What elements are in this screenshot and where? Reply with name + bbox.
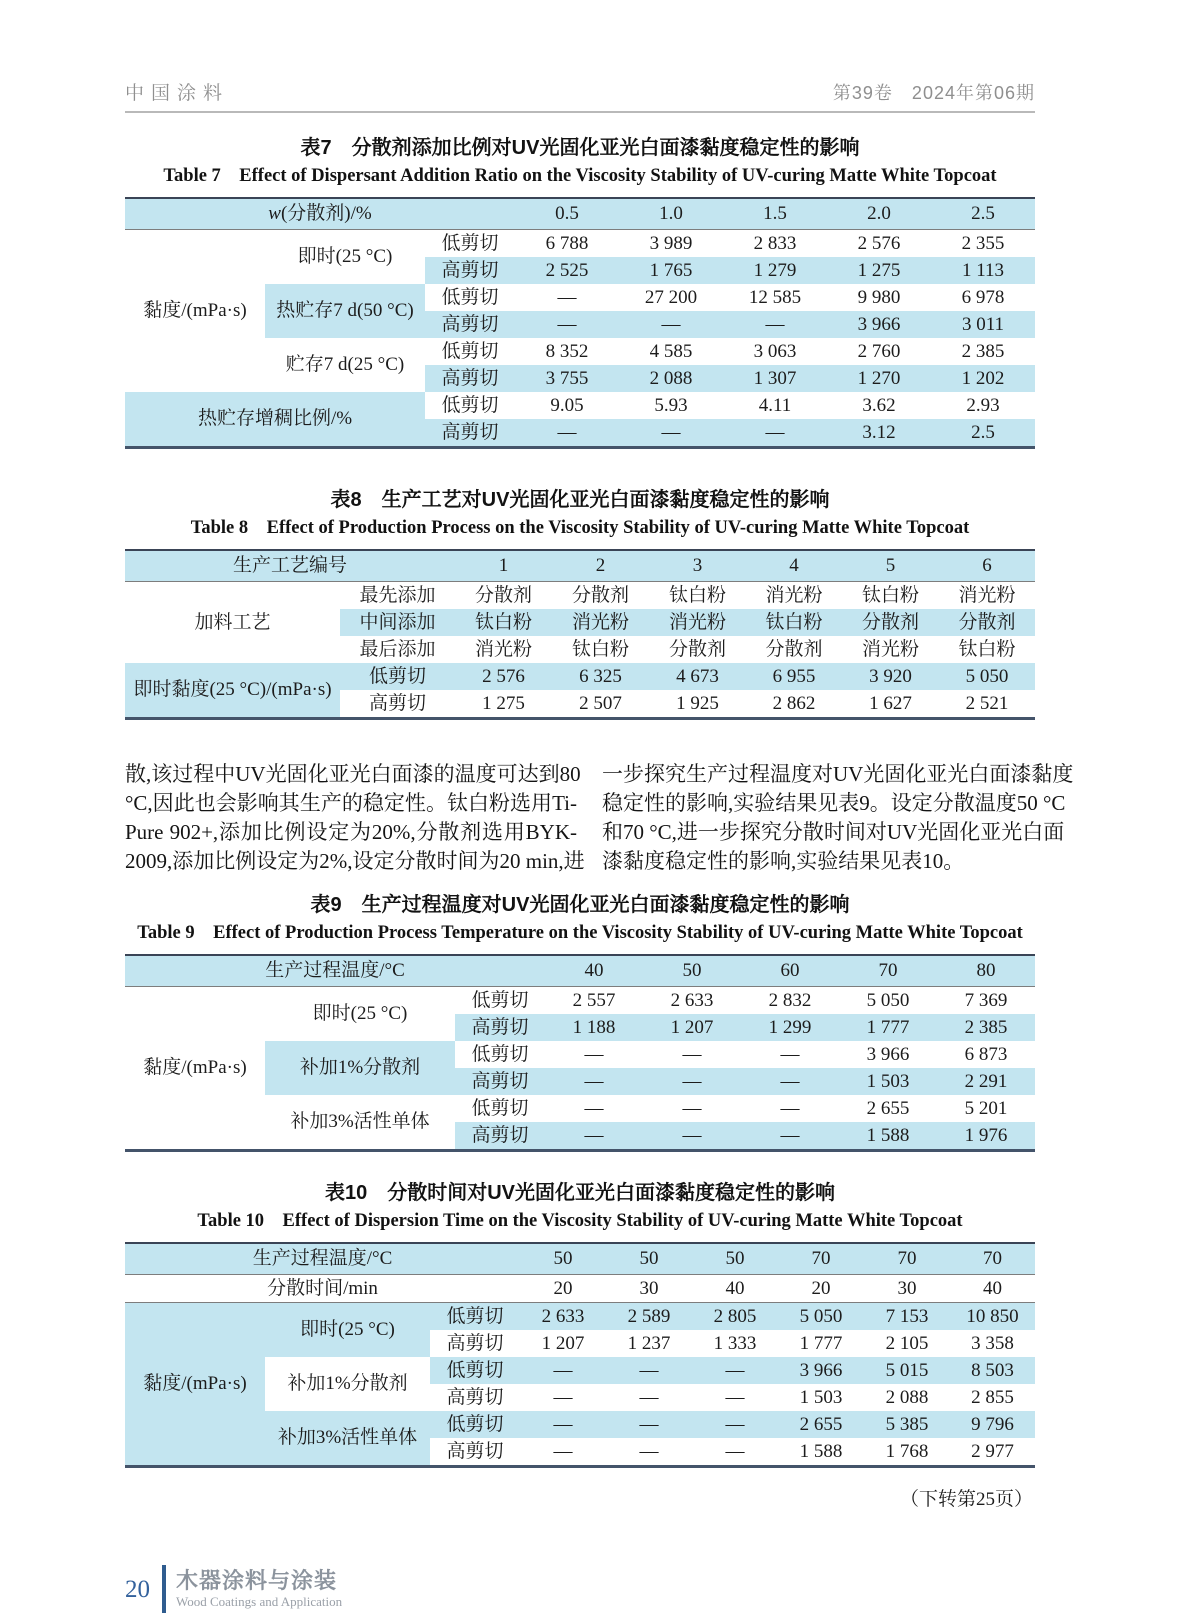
table-cell: 黏度/(mPa·s)	[143, 1057, 247, 1079]
table-cell: 10 850	[950, 1303, 1035, 1331]
table-cell: —	[692, 1411, 778, 1438]
table-cell: 2.5	[931, 419, 1035, 448]
table-cell: 1 275	[827, 257, 931, 284]
table-cell: —	[692, 1357, 778, 1384]
table-cell: —	[557, 286, 577, 308]
table-cell: 加料工艺	[194, 611, 271, 633]
table8-title-en: Table 8 Effect of Production Process on the Viscosity Stability of UV-curing Matte White Topcoat	[190, 518, 970, 538]
table-cell: 低剪切	[441, 340, 499, 362]
table-cell: —	[682, 1043, 702, 1065]
table-cell: 1 275	[482, 692, 525, 714]
table-cell: —	[619, 419, 723, 448]
table-cell: —	[723, 311, 827, 338]
table-cell: 中间添加	[340, 609, 455, 636]
table-cell: 1 307	[723, 365, 827, 392]
table-cell: —	[545, 1122, 643, 1151]
table-cell: 30	[864, 1275, 950, 1303]
table10-title-en: Table 10 Effect of Dispersion Time on the Viscosity Stability of UV-curing Matte White Topcoat	[197, 1211, 963, 1231]
table-cell: 即时黏度(25 °C)/(mPa·s)	[125, 663, 340, 719]
table-cell: —	[515, 311, 619, 338]
table7	[125, 197, 1035, 449]
table-cell: 2 655	[778, 1411, 864, 1438]
table-cell: 80	[937, 955, 1035, 987]
table-cell: 分散剂	[475, 584, 533, 606]
paragraph-line: 一步探究生产过程温度对UV光固化亚光白面漆黏度	[602, 762, 1074, 786]
table-cell: 30	[606, 1275, 692, 1303]
table-cell: 40	[950, 1275, 1035, 1303]
table-cell: 消光粉	[552, 609, 649, 636]
table10-title-zh: 表10 分散时间对UV光固化亚光白面漆黏度稳定性的影响	[324, 1182, 836, 1204]
table-cell: 2 633	[520, 1303, 606, 1331]
table-cell: 1 333	[713, 1332, 757, 1354]
table-cell: 高剪切	[425, 365, 515, 392]
table-row	[125, 582, 1035, 610]
table-cell: 2 507	[579, 692, 622, 714]
table-cell: —	[606, 1411, 692, 1438]
table-cell: 低剪切	[430, 1303, 520, 1331]
table-cell: 4.11	[758, 394, 792, 416]
table-cell: —	[545, 1068, 643, 1095]
table-cell: 钛白粉	[862, 584, 920, 606]
footer-divider-bar	[162, 1565, 166, 1613]
table-cell: 6 978	[961, 286, 1005, 308]
table-cell: 2 385	[961, 340, 1005, 362]
table-cell: 低剪切	[430, 1357, 520, 1384]
table10	[125, 1242, 1035, 1468]
table-cell: 1 237	[627, 1332, 671, 1354]
table-cell: 4 585	[649, 340, 693, 362]
table-cell: 钛白粉	[958, 638, 1016, 660]
table-cell: —	[741, 1122, 839, 1151]
table-cell: 50	[643, 955, 741, 987]
table-cell: 钛白粉	[572, 638, 630, 660]
volume-issue: 第39卷 2024年第06期	[832, 83, 1035, 103]
paragraph-line: °C,因此也会影响其生产的稳定性。钛白粉选用Ti-	[125, 791, 577, 815]
table-cell: 2 805	[692, 1303, 778, 1331]
table-cell: 3 989	[649, 232, 693, 254]
table-cell: 6 873	[964, 1043, 1008, 1065]
table-cell: —	[515, 419, 619, 448]
table-cell: 50	[692, 1243, 778, 1275]
table-cell: 高剪切	[455, 1122, 545, 1151]
table-cell: 2 832	[768, 989, 812, 1011]
table-cell: —	[643, 1068, 741, 1095]
table-cell: 高剪切	[455, 1068, 545, 1095]
table-cell: 生产过程温度/°C	[125, 955, 545, 987]
table-cell: —	[725, 1440, 745, 1462]
table-cell: 2 833	[753, 232, 797, 254]
table-cell: 6	[939, 550, 1035, 582]
table-cell: 2.5	[931, 198, 1035, 230]
table-cell: 4	[746, 550, 842, 582]
table-cell: 1 207	[643, 1014, 741, 1041]
footer-journal-en: Wood Coatings and Application	[176, 1594, 343, 1609]
table-cell: 1 188	[545, 1014, 643, 1041]
table-cell: 1.5	[723, 198, 827, 230]
table-cell: 热贮存增稠比例/%	[125, 392, 425, 448]
table-cell: 消光粉	[958, 584, 1016, 606]
table-cell: 2 105	[885, 1332, 929, 1354]
table-cell: 5 050	[866, 989, 910, 1011]
table-cell: —	[639, 1440, 659, 1462]
table-cell: 分散剂	[572, 584, 630, 606]
table-cell: 1 627	[869, 692, 912, 714]
table-cell: 2 977	[971, 1440, 1014, 1462]
table-cell: —	[553, 1440, 573, 1462]
table-cell: 40	[692, 1275, 778, 1303]
table-cell: 2 589	[606, 1303, 692, 1331]
table-cell: —	[682, 1097, 702, 1119]
table-cell: 8 352	[545, 340, 589, 362]
table-cell: 2 760	[857, 340, 901, 362]
table-cell: 3 966	[866, 1043, 910, 1065]
journal-name: 中国涂料	[125, 83, 230, 104]
table-cell: —	[643, 1122, 741, 1151]
table-cell: 即时(25 °C)	[312, 1003, 408, 1025]
table-cell: 2 633	[670, 989, 714, 1011]
table-cell: 7 153	[864, 1303, 950, 1331]
table-cell: 6 955	[746, 663, 842, 690]
table-cell: 低剪切	[471, 1043, 529, 1065]
table-cell: 70	[950, 1243, 1035, 1275]
table-cell: 5	[842, 550, 939, 582]
table-cell: —	[584, 1097, 604, 1119]
page-header	[125, 78, 1035, 113]
paragraph-line: 2009,添加比例设定为2%,设定分散时间为20 min,进	[125, 849, 585, 873]
table7-title-en: Table 7 Effect of Dispersant Addition Ratio on the Viscosity Stability of UV-curing Matte White Topcoat	[163, 166, 997, 186]
table-cell: 3 920	[842, 663, 939, 690]
table8-title-zh: 表8 生产工艺对UV光固化亚光白面漆黏度稳定性的影响	[330, 489, 830, 511]
table-cell: 5 015	[864, 1357, 950, 1384]
table-row	[125, 550, 1035, 582]
table-cell: 2 291	[937, 1068, 1035, 1095]
table-row	[125, 198, 1035, 230]
table-cell: 1 113	[931, 257, 1035, 284]
table-cell: 6 325	[552, 663, 649, 690]
page-footer	[125, 1565, 1035, 1613]
footer-journal-names	[176, 1568, 342, 1610]
table-cell: 钛白粉	[455, 609, 552, 636]
table-cell: 2 088	[885, 1386, 929, 1408]
table-cell: 高剪切	[425, 419, 515, 448]
table-cell: 2 655	[866, 1097, 910, 1119]
table-cell: 1 588	[839, 1122, 937, 1151]
table-cell: 1 976	[937, 1122, 1035, 1151]
table-cell: —	[606, 1357, 692, 1384]
table-cell: 3 063	[753, 340, 797, 362]
table-cell: 高剪切	[446, 1332, 504, 1354]
table-cell: 2 557	[572, 989, 616, 1011]
table-cell: 黏度/(mPa·s)	[143, 300, 247, 322]
table-cell: 最先添加	[359, 584, 436, 606]
table-cell: 1 777	[799, 1332, 843, 1354]
table-cell: 6 788	[545, 232, 589, 254]
table7-title-zh: 表7 分散剂添加比例对UV光固化亚光白面漆黏度稳定性的影响	[300, 137, 860, 159]
table-cell: 5 050	[778, 1303, 864, 1331]
table-cell: 高剪切	[455, 1014, 545, 1041]
table-cell: —	[520, 1357, 606, 1384]
table-cell: 1.0	[619, 198, 723, 230]
table-cell: —	[619, 311, 723, 338]
table-cell: 高剪切	[425, 257, 515, 284]
table8	[125, 549, 1035, 720]
table-cell: 9 796	[950, 1411, 1035, 1438]
footer-journal-cn: 木器涂料与涂装	[176, 1568, 338, 1593]
table-cell: w(分散剂)/%	[125, 198, 515, 230]
table-cell: 60	[741, 955, 839, 987]
table-row	[125, 955, 1035, 987]
table-cell: 3 966	[827, 311, 931, 338]
table-cell: —	[584, 1043, 604, 1065]
table-cell: 3 755	[515, 365, 619, 392]
table-cell: 高剪切	[446, 1440, 504, 1462]
paragraph-line: 散,该过程中UV光固化亚光白面漆的温度可达到80	[125, 762, 581, 786]
table-cell: 2.0	[827, 198, 931, 230]
table-cell: 低剪切	[441, 286, 499, 308]
table-cell: 钛白粉	[746, 609, 842, 636]
table-cell: 1 503	[839, 1068, 937, 1095]
table-cell: 3.62	[862, 394, 896, 416]
table-cell: 7 369	[964, 989, 1008, 1011]
table-cell: 黏度/(mPa·s)	[125, 1303, 265, 1467]
table-cell: —	[553, 1386, 573, 1408]
table-cell: 生产工艺编号	[125, 550, 455, 582]
table-cell: 热贮存7 d(50 °C)	[265, 284, 425, 338]
table-cell: 3 966	[778, 1357, 864, 1384]
table-cell: —	[741, 1068, 839, 1095]
table-cell: 分散剂	[939, 609, 1035, 636]
table-cell: 9.05	[550, 394, 584, 416]
table-cell: 消光粉	[475, 638, 533, 660]
table-cell: 5 385	[864, 1411, 950, 1438]
table-cell: 50	[520, 1243, 606, 1275]
table-cell: 4 673	[649, 663, 746, 690]
table-cell: 补加1%分散剂	[287, 1373, 408, 1395]
table-cell: 70	[839, 955, 937, 987]
table-row	[125, 230, 1035, 258]
table-cell: 1 503	[799, 1386, 843, 1408]
table-cell: —	[520, 1411, 606, 1438]
table-cell: 2 862	[772, 692, 816, 714]
table-cell: 2 521	[965, 692, 1009, 714]
table-cell: 50	[606, 1243, 692, 1275]
table-cell: 3 011	[931, 311, 1035, 338]
table-cell: —	[725, 1386, 745, 1408]
table-cell: 27 200	[644, 286, 698, 308]
table-cell: 即时(25 °C)	[297, 246, 393, 268]
table-cell: 分散时间/min	[125, 1275, 520, 1303]
table-cell: 5 201	[964, 1097, 1008, 1119]
body-column-left	[125, 760, 585, 876]
table-cell: 低剪切	[340, 663, 455, 690]
table-cell: 高剪切	[425, 311, 515, 338]
table-cell: 1 588	[799, 1440, 843, 1462]
table-cell: 1 270	[827, 365, 931, 392]
table-cell: 消光粉	[765, 584, 823, 606]
table-cell: 1 765	[619, 257, 723, 284]
table-cell: 1	[455, 550, 552, 582]
table-cell: 1 202	[931, 365, 1035, 392]
table-cell: 2 576	[857, 232, 901, 254]
table-cell: 9 980	[857, 286, 901, 308]
paragraph-line: Pure 902+,添加比例设定为20%,分散剂选用BYK-	[125, 820, 577, 844]
table9	[125, 954, 1035, 1152]
table-cell: 2 355	[961, 232, 1005, 254]
table-cell: 2 525	[515, 257, 619, 284]
table-cell: 2 576	[455, 663, 552, 690]
table-row	[125, 663, 1035, 690]
paragraph-line: 和70 °C,进一步探究分散时间对UV光固化亚光白面	[602, 820, 1065, 844]
table-cell: 2.93	[966, 394, 1000, 416]
paragraph-line: 稳定性的影响,实验结果见表9。设定分散温度50 °C	[602, 791, 1066, 815]
table-cell: 贮存7 d(25 °C)	[285, 354, 405, 376]
table9-title-en: Table 9 Effect of Production Process Temperature on the Viscosity Stability of UV-curing Matte White Topcoat	[137, 923, 1023, 943]
table-cell: 补加3%活性单体	[290, 1111, 430, 1133]
continuation-note: （下转第25页）	[899, 1489, 1033, 1510]
table-cell: 1 777	[839, 1014, 937, 1041]
table-cell: 1 299	[741, 1014, 839, 1041]
table-cell: 分散剂	[842, 609, 939, 636]
table-cell: 2 855	[971, 1386, 1014, 1408]
table-cell: 生产过程温度/°C	[125, 1243, 520, 1275]
table-cell: 低剪切	[471, 989, 529, 1011]
table-row	[125, 1303, 1035, 1331]
table-cell: 8 503	[950, 1357, 1035, 1384]
table-cell: 70	[778, 1243, 864, 1275]
table-cell: 1 207	[541, 1332, 585, 1354]
table-row	[125, 392, 1035, 419]
table-cell: 补加1%分散剂	[265, 1041, 455, 1095]
table-cell: 2 088	[619, 365, 723, 392]
table-cell: 分散剂	[669, 638, 727, 660]
table-cell: 最后添加	[359, 638, 436, 660]
table-row	[125, 1275, 1035, 1303]
table-cell: 消光粉	[649, 609, 746, 636]
table9-title-zh: 表9 生产过程温度对UV光固化亚光白面漆黏度稳定性的影响	[310, 894, 850, 916]
table-cell: 70	[864, 1243, 950, 1275]
table-cell: —	[639, 1386, 659, 1408]
table-cell: 3	[649, 550, 746, 582]
table-cell: 2 385	[937, 1014, 1035, 1041]
table-cell: 低剪切	[441, 232, 499, 254]
table-cell: 低剪切	[441, 394, 499, 416]
table-cell: 20	[520, 1275, 606, 1303]
table-cell: 即时(25 °C)	[265, 1303, 430, 1358]
table-row	[125, 1243, 1035, 1275]
table-cell: 0.5	[515, 198, 619, 230]
body-column-right	[602, 760, 1074, 876]
table-cell: 20	[778, 1275, 864, 1303]
table-cell: 分散剂	[765, 638, 823, 660]
table-cell: —	[780, 1097, 800, 1119]
table-cell: 12 585	[748, 286, 802, 308]
table-cell: 40	[545, 955, 643, 987]
table-cell: 5.93	[654, 394, 688, 416]
table-cell: 低剪切	[471, 1097, 529, 1119]
table-cell: 1 768	[885, 1440, 929, 1462]
table-cell: 低剪切	[430, 1411, 520, 1438]
table-cell: —	[723, 419, 827, 448]
table-cell: 补加3%活性单体	[265, 1411, 430, 1467]
table-cell: 高剪切	[446, 1386, 504, 1408]
body-text	[125, 760, 1074, 876]
page-number: 20	[125, 1575, 150, 1603]
table-cell: 1 925	[676, 692, 719, 714]
table-cell: 3.12	[827, 419, 931, 448]
table-cell: 高剪切	[369, 692, 427, 714]
table-cell: 2	[552, 550, 649, 582]
table-row	[125, 987, 1035, 1015]
table-cell: 3 358	[971, 1332, 1014, 1354]
table-cell: 钛白粉	[669, 584, 727, 606]
table-cell: 消光粉	[862, 638, 920, 660]
table-cell: —	[780, 1043, 800, 1065]
paragraph-line: 漆黏度稳定性的影响,实验结果见表10。	[602, 849, 965, 873]
table-cell: 1 279	[723, 257, 827, 284]
table-cell: 5 050	[939, 663, 1035, 690]
